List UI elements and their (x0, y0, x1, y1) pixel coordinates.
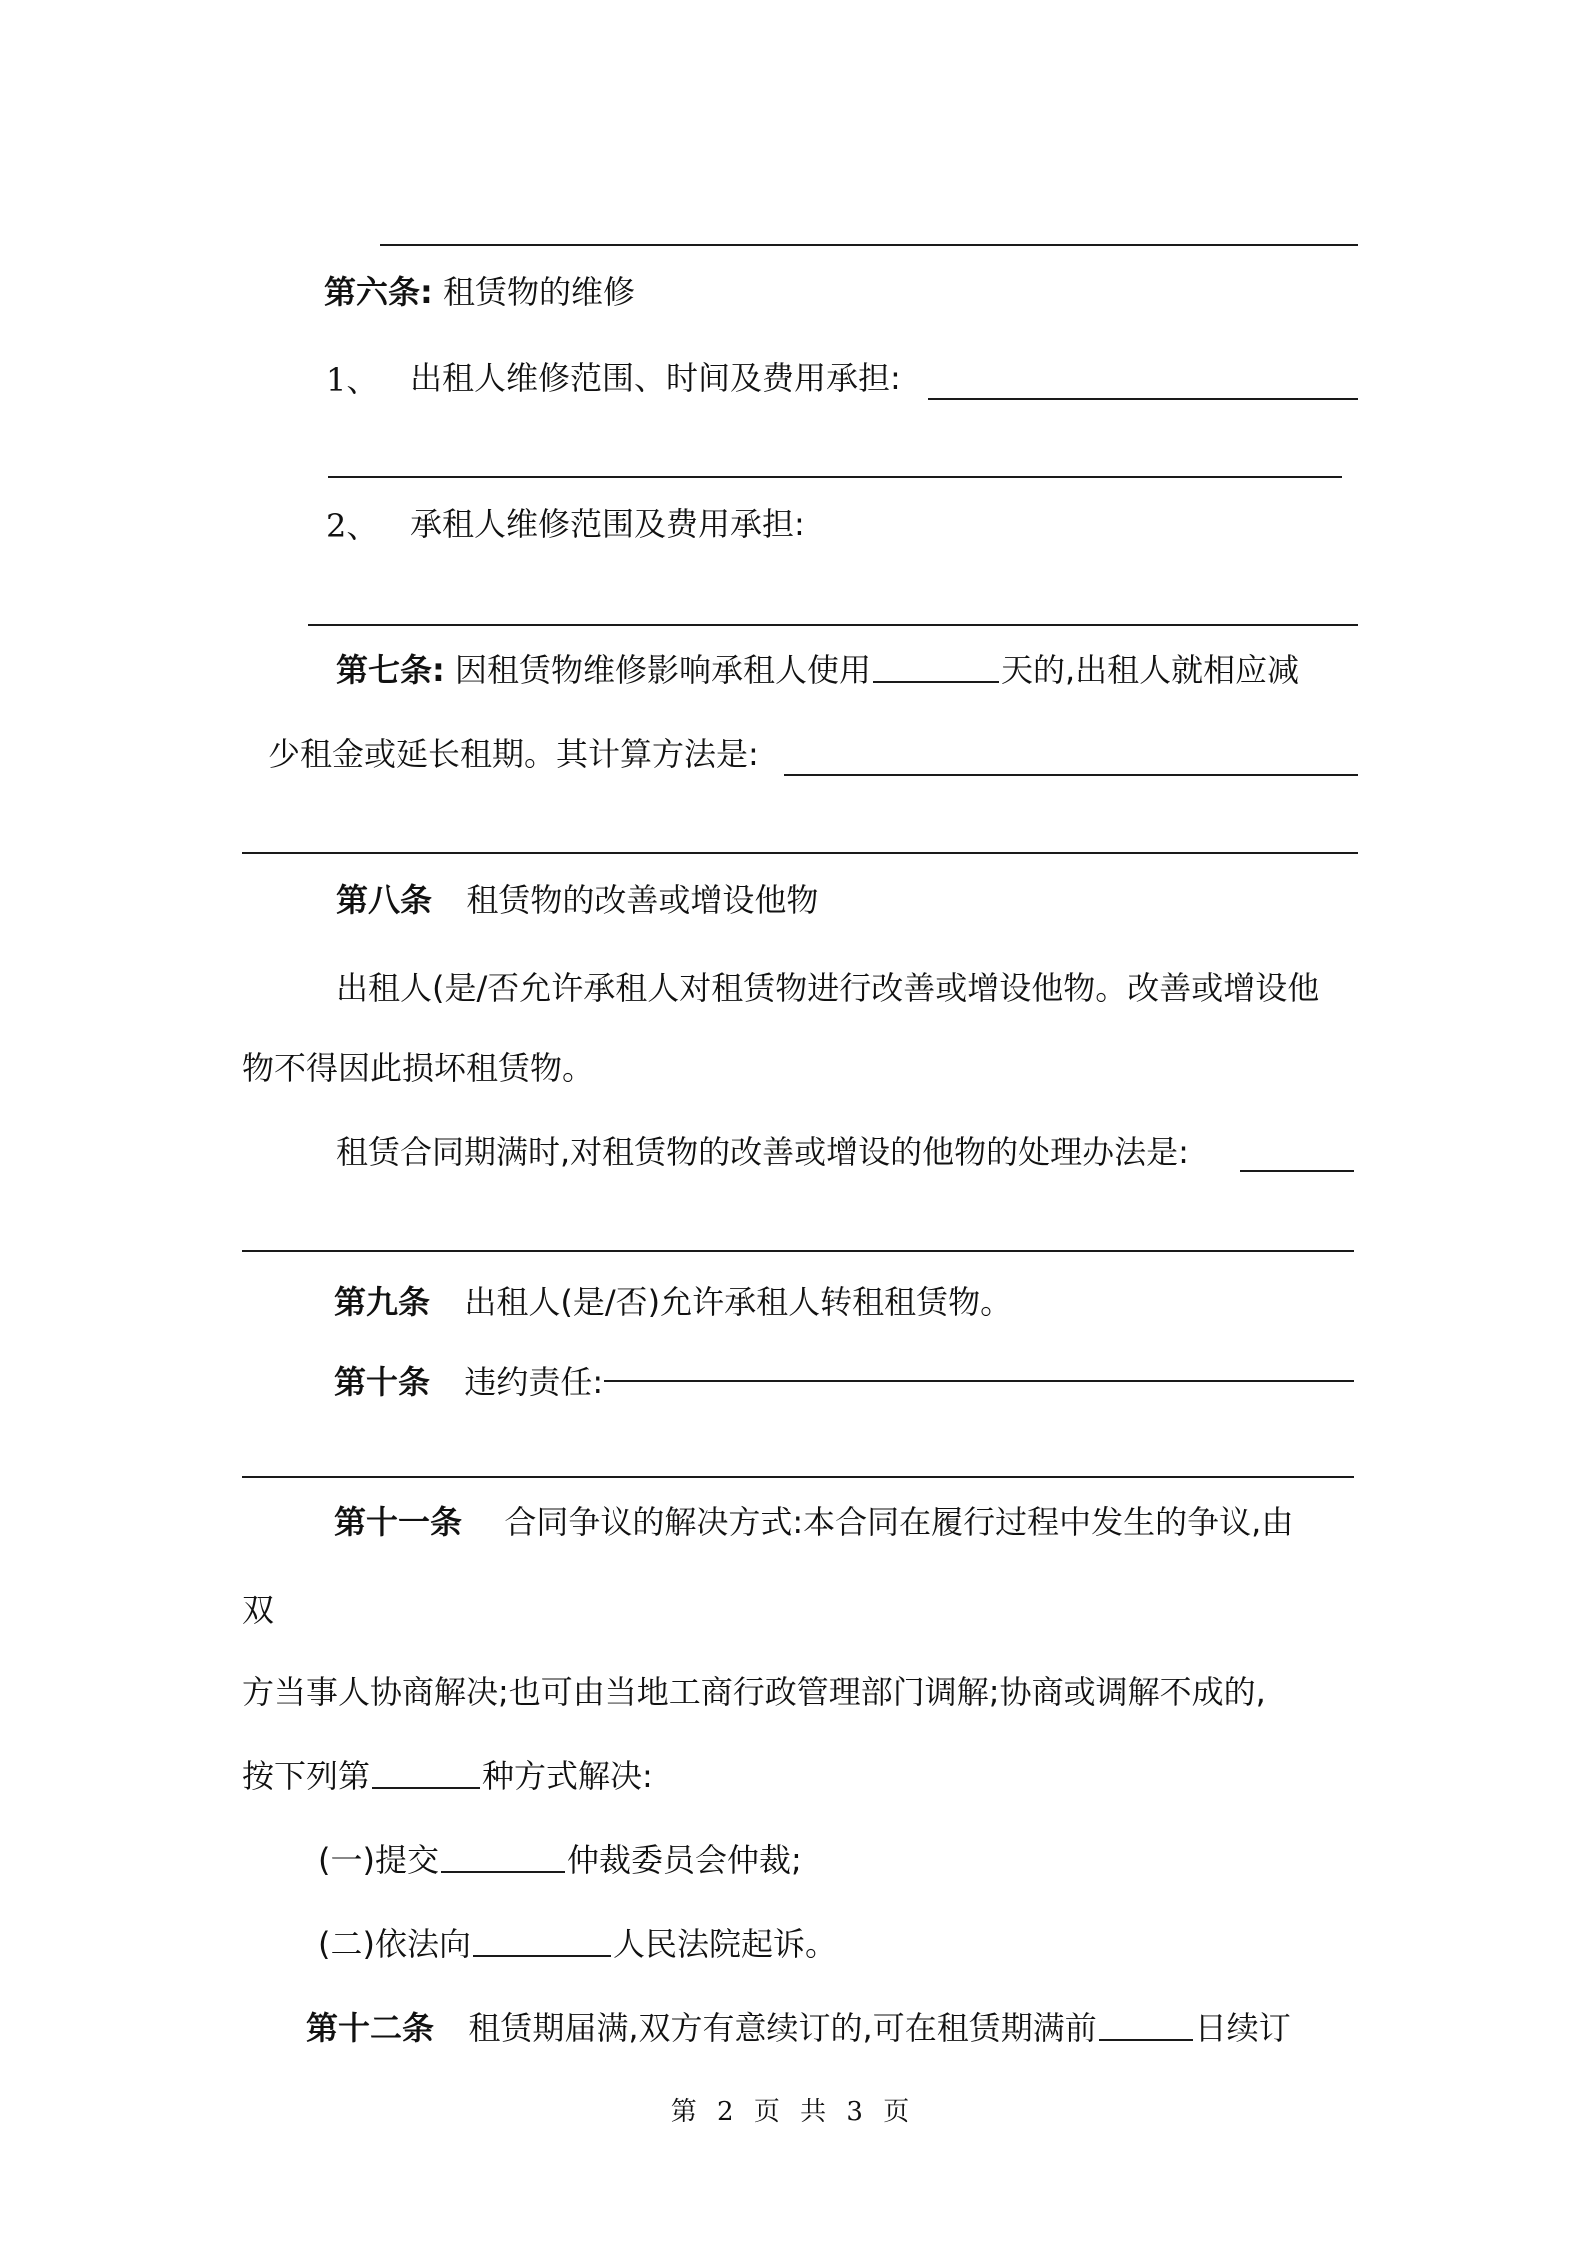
article-6-item-1-number: 1、 (326, 361, 379, 399)
article-11-heading: 第十一条 (334, 1503, 463, 1541)
blank-line (604, 1380, 1354, 1382)
article-7-heading: 第七条 (336, 651, 433, 689)
article-8-para-1-line-1: 出租人(是/否允许承租人对租赁物进行改善或增设他物。改善或增设他 (336, 969, 1320, 1007)
blank-line (242, 1250, 1354, 1252)
blank-line (1099, 2039, 1193, 2041)
blank-line (328, 476, 1342, 478)
blank-line (873, 681, 999, 683)
article-9-row (334, 1282, 1012, 1322)
blank-line (242, 852, 1358, 854)
article-7-text-b: 天的,出租人就相应减 (1001, 651, 1300, 689)
blank-line (242, 1476, 1354, 1478)
article-9-text: 出租人(是/否)允许承租人转租租赁物。 (464, 1283, 1013, 1321)
article-6-heading-row (324, 272, 635, 312)
article-11-option-2-a: (二)依法向 (318, 1925, 471, 1963)
article-12-text-a: 租赁期届满,双方有意续订的,可在租赁期满前 (468, 2009, 1097, 2047)
article-7-text-c: 少租金或延长租期。其计算方法是: (268, 735, 759, 773)
article-11-option-1-a: (一)提交 (318, 1841, 439, 1879)
page-footer: 第 2 页 共 3 页 (670, 2097, 916, 2127)
article-6-title: 租赁物的维修 (442, 273, 635, 311)
article-6-item-2-number: 2、 (326, 507, 379, 545)
blank-line (473, 1955, 611, 1957)
article-7-line-1 (336, 650, 1299, 690)
article-10-text: 违约责任: (464, 1363, 604, 1401)
article-8-title: 租赁物的改善或增设他物 (466, 881, 819, 919)
blank-line (928, 398, 1358, 400)
article-6-heading: 第六条 (324, 273, 421, 311)
article-7-colon: : (432, 651, 445, 689)
blank-line (784, 774, 1358, 776)
article-11-text-b: 双 (242, 1591, 275, 1629)
article-8-para-1-line-2: 物不得因此损坏租赁物。 (242, 1049, 595, 1087)
blank-line (441, 1871, 565, 1873)
article-11-text-c: 方当事人协商解决;也可由当地工商行政管理部门调解;协商或调解不成的, (242, 1673, 1266, 1711)
article-6-item-2-text: 承租人维修范围及费用承担: (410, 505, 805, 543)
article-6-item-1-text: 出租人维修范围、时间及费用承担: (410, 359, 901, 397)
blank-line (380, 244, 1358, 246)
article-11-option-1 (318, 1840, 802, 1880)
article-10-heading: 第十条 (334, 1363, 431, 1401)
article-11-line-1 (334, 1502, 1293, 1542)
article-12-text-b: 日续订 (1194, 2009, 1291, 2047)
article-11-option-2 (318, 1924, 837, 1964)
article-10-row (334, 1362, 603, 1402)
article-6-colon: : (420, 273, 433, 311)
article-11-text-a: 合同争议的解决方式:本合同在履行过程中发生的争议,由 (504, 1503, 1294, 1541)
article-9-heading: 第九条 (334, 1283, 431, 1321)
article-8-heading: 第八条 (336, 881, 433, 919)
article-11-line-4 (242, 1756, 653, 1796)
article-11-text-d-b: 种方式解决: (482, 1757, 653, 1795)
blank-line (308, 624, 1358, 626)
article-11-text-d-a: 按下列第 (242, 1757, 371, 1795)
article-8-heading-row (336, 880, 818, 920)
article-11-option-1-b: 仲裁委员会仲裁; (566, 1841, 802, 1879)
blank-line (372, 1787, 480, 1789)
blank-line (1240, 1170, 1354, 1172)
article-8-para-2: 租赁合同期满时,对租赁物的改善或增设的他物的处理办法是: (336, 1133, 1189, 1171)
article-7-text-a: 因租赁物维修影响承租人使用 (454, 651, 871, 689)
article-11-option-2-b: 人民法院起诉。 (612, 1925, 837, 1963)
article-12-row (306, 2008, 1291, 2048)
article-12-heading: 第十二条 (306, 2009, 435, 2047)
